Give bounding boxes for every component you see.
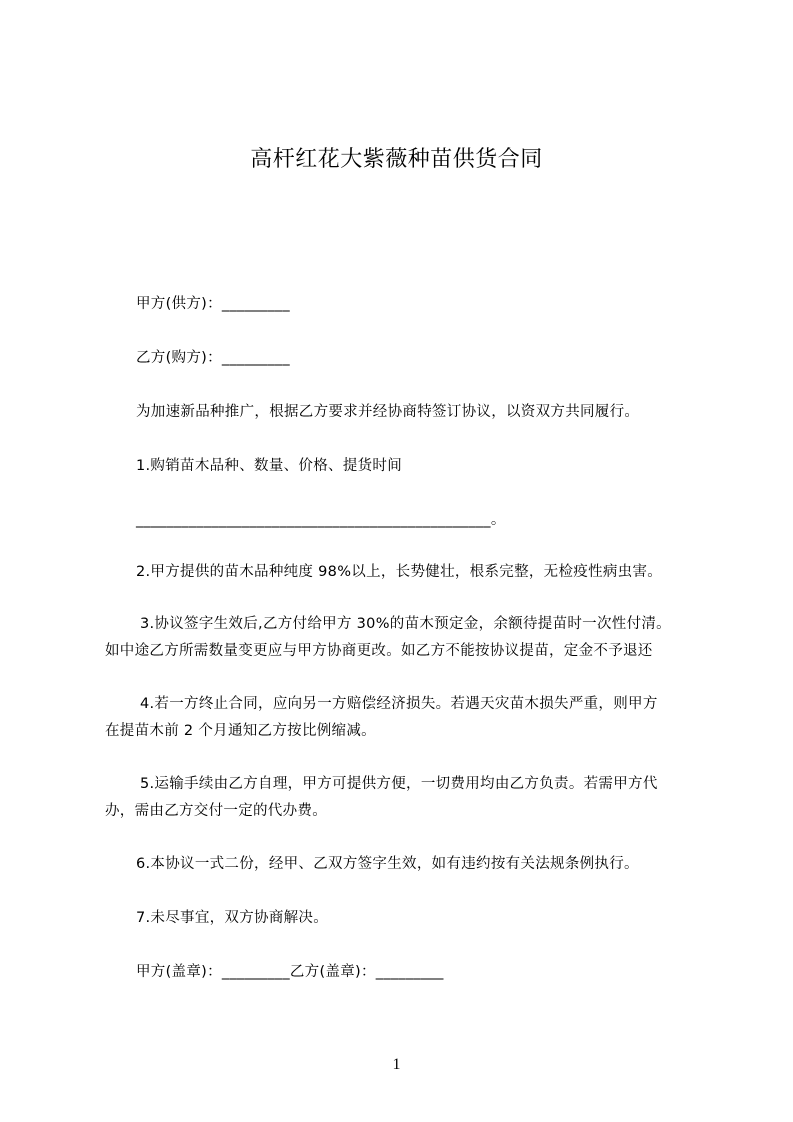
clause-5-line-1: 5.运输手续由乙方自理，甲方可提供方便，一切费用均由乙方负责。若需甲方代: [140, 776, 658, 792]
clause-3-line-2: 如中途乙方所需数量变更应与甲方协商更改。如乙方不能按协议提苗，定金不予退还: [105, 643, 653, 659]
clause-4-line-2: 在提苗木前 2 个月通知乙方按比例缩减。: [105, 723, 376, 739]
page-number: 1: [392, 1056, 401, 1073]
clause-2: 2.甲方提供的苗木品种纯度 98%以上，长势健壮，根系完整，无检疫性病虫害。: [136, 564, 663, 580]
clause-4-line-1: 4.若一方终止合同，应向另一方赔偿经济损失。若遇天灾苗木损失严重，则甲方: [140, 696, 658, 712]
intro-paragraph: 为加速新品种推广，根据乙方要求并经协商特签订协议，以资双方共同履行。: [136, 404, 640, 420]
signature-line: 甲方(盖章)：_________乙方(盖章)：_________: [136, 964, 444, 980]
clause-1-blank: _______________________________________________。: [136, 512, 506, 528]
clause-5-line-2: 办，需由乙方交付一定的代办费。: [105, 803, 327, 819]
party-a-line: 甲方(供方)：_________: [136, 296, 290, 312]
document-title: 高杆红花大紫薇种苗供货合同: [250, 147, 543, 172]
clause-7: 7.未尽事宜，双方协商解决。: [136, 910, 329, 926]
party-b-line: 乙方(购方)：_________: [136, 350, 290, 366]
clause-3-line-1: 3.协议签字生效后,乙方付给甲方 30%的苗木预定金，余额待提苗时一次性付清。: [140, 616, 671, 632]
clause-6: 6.本协议一式二份，经甲、乙双方签字生效，如有违约按有关法规条例执行。: [136, 856, 639, 872]
clause-1: 1.购销苗木品种、数量、价格、提货时间: [136, 458, 403, 474]
